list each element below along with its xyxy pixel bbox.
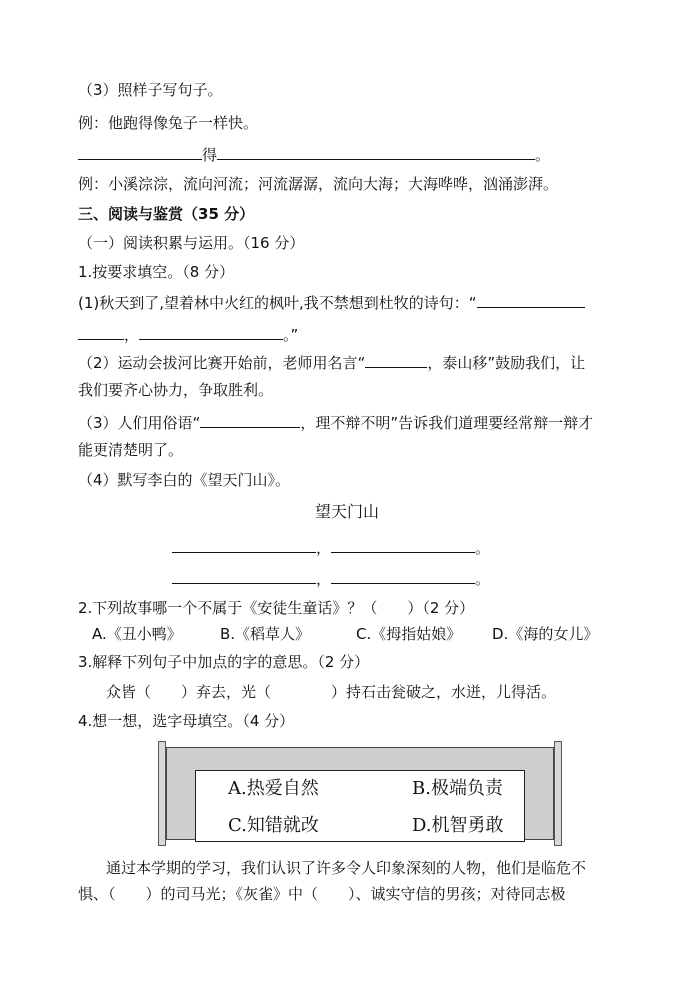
question-1-3-cont: 能更清楚明了。 [78, 441, 184, 459]
question-1-2 [78, 352, 585, 373]
fill-line-imitate [78, 144, 550, 165]
question-3: 3.解释下列句子中加点的字的意思。（2 分） [78, 653, 370, 671]
example-sentence-2: 例：小溪淙淙，流向河流；河流潺潺，流向大海；大海哗哗，汹涌澎湃。 [78, 175, 559, 193]
scroll-option-c: C.知错就改 [228, 815, 319, 836]
question-1-title: 1.按要求填空。（8 分） [78, 263, 235, 281]
text: (1)秋天到了,望着林中火红的枫叶,我不禁想到杜牧的诗句：“ [78, 294, 477, 312]
poem-line-2 [172, 568, 490, 589]
question-2-option-d[interactable]: D.《海的女儿》 [492, 625, 599, 643]
scroll-option-a: A.热爱自然 [228, 778, 319, 799]
blank[interactable] [78, 144, 202, 160]
scroll-option-b: B.极端负责 [412, 778, 503, 799]
scroll-paper [166, 747, 554, 840]
text: ， [124, 326, 140, 344]
blank[interactable] [477, 292, 585, 308]
text: ， [316, 570, 332, 588]
text: 。 [475, 570, 491, 588]
blank[interactable] [172, 537, 316, 553]
blank[interactable] [172, 568, 316, 584]
question-4: 4.想一想，选字母填空。（4 分） [78, 712, 295, 730]
text: （2）运动会拔河比赛开始前，老师用名言“ [78, 354, 366, 372]
scroll-option-box [158, 741, 562, 846]
example-sentence: 例：他跑得像兔子一样快。 [78, 114, 259, 132]
question-2-option-a[interactable]: A.《丑小鸭》 [92, 625, 182, 643]
question-1-4: （4）默写李白的《望天门山》。 [78, 471, 291, 489]
text: 。” [283, 326, 299, 344]
scroll-rod-left [158, 741, 166, 846]
passage-line-1: 通过本学期的学习，我们认识了许多令人印象深刻的人物，他们是临危不 [106, 859, 587, 877]
text: ，泰山移”鼓励我们，让 [427, 354, 586, 372]
question-2-option-b[interactable]: B.《稻草人》 [220, 625, 311, 643]
question-1-2-cont: 我们要齐心协力，争取胜利。 [78, 381, 274, 399]
poem-title: 望天门山 [315, 502, 380, 521]
section-title-reading: 三、阅读与鉴赏（35 分） [78, 205, 255, 223]
text: 。 [535, 146, 551, 164]
blank[interactable] [217, 144, 535, 160]
question-2-option-c[interactable]: C.《拇指姑娘》 [356, 625, 462, 643]
text: ， [316, 539, 332, 557]
question-3-sentence: 众皆（ ）弃去，光（ ）持石击瓮破之，水迸，儿得活。 [106, 683, 557, 701]
passage-line-2: 惧、（ ）的司马光；《灰雀》中（ ）、诚实守信的男孩；对待同志极 [78, 885, 566, 903]
text: ，理不辩不明”告诉我们道理要经常辩一辩才 [300, 414, 594, 432]
question-1-1 [78, 292, 585, 313]
subsection-title: （一）阅读积累与运用。（16 分） [78, 234, 305, 252]
scroll-option-d: D.机智勇敢 [412, 815, 504, 836]
instruction-imitate: （3）照样子写句子。 [78, 81, 223, 99]
blank[interactable] [200, 412, 300, 428]
blank[interactable] [139, 324, 283, 340]
blank[interactable] [331, 568, 475, 584]
text: 。 [475, 539, 491, 557]
question-1-3 [78, 412, 593, 433]
text: 得 [202, 146, 218, 164]
blank[interactable] [78, 324, 124, 340]
blank[interactable] [331, 537, 475, 553]
question-1-1-cont [78, 324, 298, 345]
scroll-inner-box [195, 770, 525, 842]
text: （3）人们用俗语“ [78, 414, 201, 432]
blank[interactable] [365, 352, 427, 368]
poem-line-1 [172, 537, 490, 558]
scroll-rod-right [554, 741, 562, 846]
question-2: 2.下列故事哪一个不属于《安徒生童话》？（ ）（2 分） [78, 599, 475, 617]
